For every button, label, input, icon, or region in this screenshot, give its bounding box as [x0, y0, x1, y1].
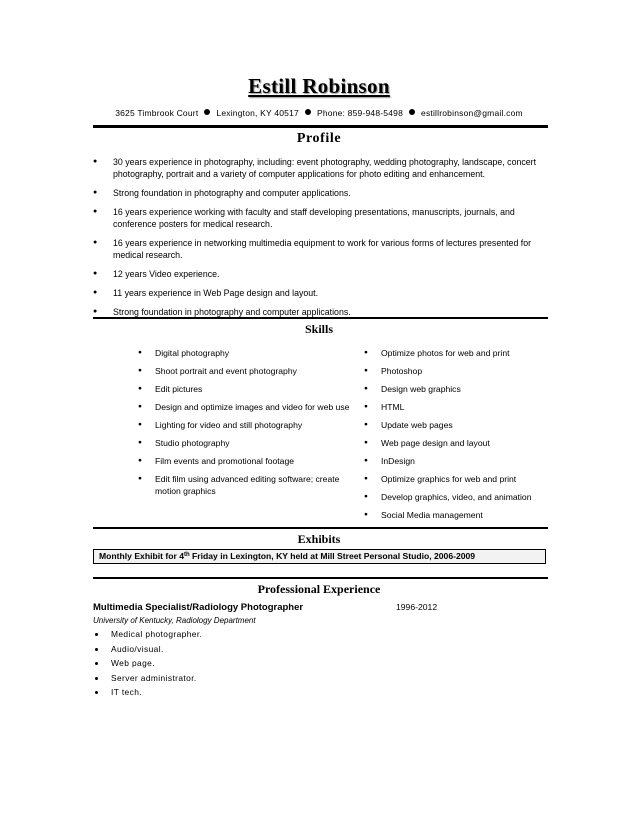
- email: estillrobinson@gmail.com: [421, 108, 523, 118]
- exhibits-heading: Exhibits: [297, 532, 341, 546]
- job-years: 1996-2012: [396, 602, 438, 612]
- experience-heading: Professional Experience: [257, 582, 381, 596]
- skill-item: ● Photoshop: [364, 365, 554, 377]
- phone: Phone: 859-948-5498: [316, 108, 404, 118]
- skill-item: ● Edit pictures: [138, 383, 350, 395]
- skill-item: ● Studio photography: [138, 437, 350, 449]
- skill-item: ● Lighting for video and still photography: [138, 419, 350, 431]
- exhibit-text: Monthly Exhibit for 4: [99, 551, 184, 561]
- skill-item: ● Digital photography: [138, 347, 350, 359]
- duty-item: Server administrator.: [93, 673, 202, 684]
- profile-item: ● 11 years experience in Web Page design and layout.: [93, 287, 543, 299]
- skill-item: ● Update web pages: [364, 419, 554, 431]
- duty-item: Audio/visual.: [93, 644, 202, 655]
- job-duties-list: [93, 629, 202, 702]
- bullet-separator-icon: [305, 109, 311, 115]
- duty-item: Medical photographer.: [93, 629, 202, 640]
- skill-item: ● Shoot portrait and event photography: [138, 365, 350, 377]
- address: 3625 Timbrook Court: [115, 108, 199, 118]
- section-divider: [93, 577, 548, 579]
- bullet-separator-icon: [204, 109, 210, 115]
- skill-item: ● Social Media management: [364, 509, 554, 521]
- skill-item: ● HTML: [364, 401, 554, 413]
- resume-name: Estill Robinson: [248, 74, 390, 98]
- section-divider: [93, 527, 548, 529]
- profile-heading: Profile: [296, 131, 342, 146]
- profile-item: ● 30 years experience in photography, including: event photography, wedding photography, landscape, concert photography, portrait and a variety of computer applications for photo editing and enhancement.: [93, 156, 543, 180]
- duty-item: IT tech.: [93, 687, 202, 698]
- skill-item: ● Edit film using advanced editing software; create motion graphics: [138, 473, 350, 497]
- profile-item: ● 16 years experience in networking multimedia equipment to work for various forms of lectures presented for medical research.: [93, 237, 543, 261]
- skill-item: ● Optimize photos for web and print: [364, 347, 554, 359]
- exhibit-text: Friday in Lexington, KY held at Mill Street Personal Studio, 2006-2009: [189, 551, 476, 561]
- skill-item: ● Design web graphics: [364, 383, 554, 395]
- profile-item: ● Strong foundation in photography and computer applications.: [93, 306, 543, 318]
- profile-list: [93, 156, 543, 325]
- exhibit-entry: [93, 549, 546, 564]
- exhibit-ordinal: th: [183, 552, 190, 558]
- skills-heading: Skills: [304, 322, 334, 336]
- skill-item: ● Develop graphics, video, and animation: [364, 491, 554, 503]
- job-title: Multimedia Specialist/Radiology Photographer: [93, 602, 304, 613]
- job-organization: University of Kentucky, Radiology Department: [93, 616, 256, 625]
- profile-item: ● Strong foundation in photography and computer applications.: [93, 187, 543, 199]
- skill-item: ● Film events and promotional footage: [138, 455, 350, 467]
- city: Lexington, KY 40517: [216, 108, 299, 118]
- skill-item: ● Optimize graphics for web and print: [364, 473, 554, 485]
- section-divider: [93, 317, 548, 319]
- bullet-separator-icon: [409, 109, 415, 115]
- skills-left-list: [138, 347, 350, 503]
- duty-item: Web page.: [93, 658, 202, 669]
- section-divider: [93, 125, 548, 128]
- skills-right-list: [364, 347, 554, 527]
- profile-item: ● 12 years Video experience.: [93, 268, 543, 280]
- skill-item: ● InDesign: [364, 455, 554, 467]
- skill-item: ● Web page design and layout: [364, 437, 554, 449]
- skill-item: ● Design and optimize images and video for web use: [138, 401, 350, 413]
- contact-line: [0, 108, 638, 118]
- profile-item: ● 16 years experience working with faculty and staff developing presentations, manuscripts, journals, and conference posters for medical research.: [93, 206, 543, 230]
